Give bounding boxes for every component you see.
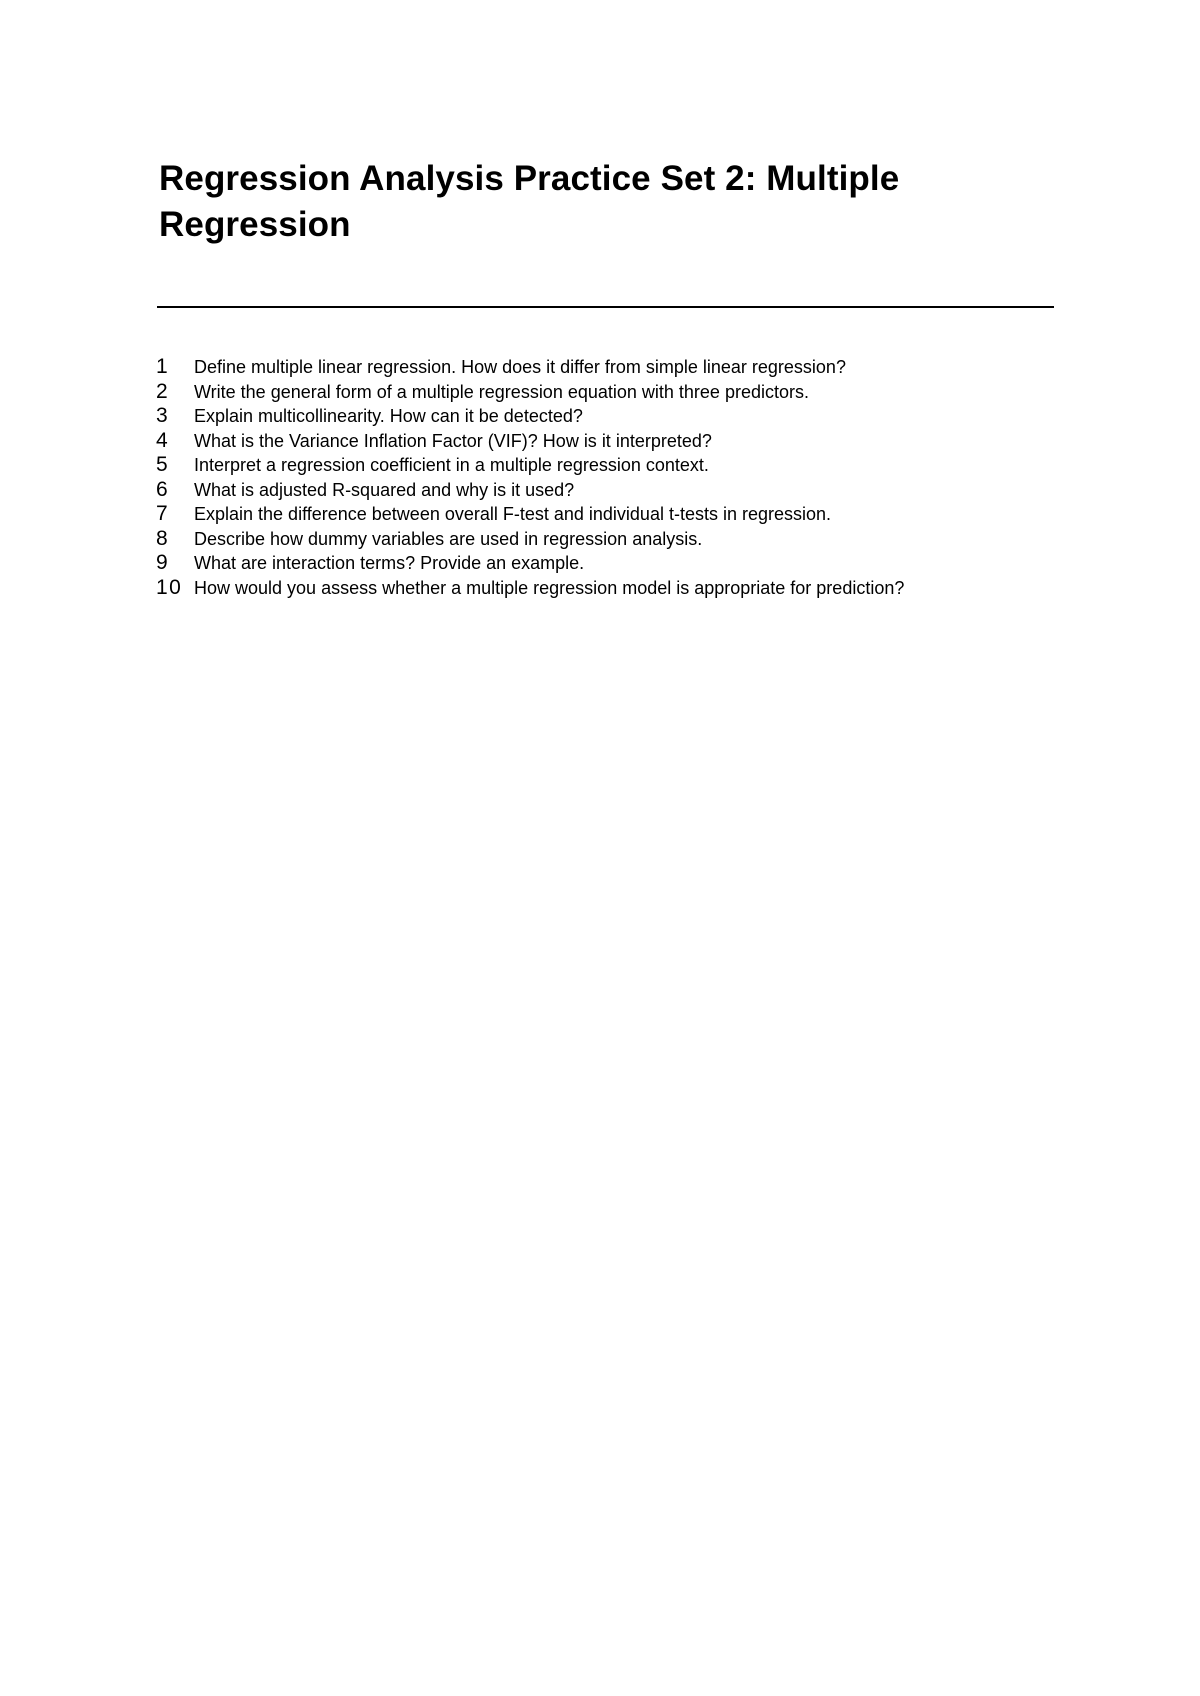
question-number: 8 xyxy=(156,526,170,550)
question-text: Describe how dummy variables are used in regression analysis. xyxy=(194,528,703,549)
question-text: Define multiple linear regression. How does it differ from simple linear regression? xyxy=(194,357,846,377)
question-number: 3 xyxy=(156,404,170,427)
list-item xyxy=(156,527,1056,552)
page-title: Regression Analysis Practice Set 2: Multiple Regression xyxy=(159,159,900,244)
list-item xyxy=(156,355,1056,380)
question-text: Write the general form of a multiple regression equation with three predictors. xyxy=(194,381,809,402)
list-item xyxy=(156,478,1056,503)
list-item xyxy=(156,404,1056,429)
question-list xyxy=(156,355,1056,600)
question-number: 9 xyxy=(156,551,170,574)
question-number: 10 xyxy=(156,575,183,599)
question-text: What is the Variance Inflation Factor (VIF)? How is it interpreted? xyxy=(194,430,712,451)
question-text: Explain the difference between overall F-test and individual t-tests in regression. xyxy=(194,504,832,524)
question-text: What is adjusted R-squared and why is it used? xyxy=(194,479,575,500)
list-item xyxy=(156,453,1056,478)
question-number: 7 xyxy=(156,502,170,525)
title-divider xyxy=(157,306,1054,308)
question-text: What are interaction terms? Provide an example. xyxy=(194,553,585,573)
question-text: How would you assess whether a multiple regression model is appropriate for prediction? xyxy=(194,577,905,598)
list-item xyxy=(156,380,1056,405)
question-number: 1 xyxy=(156,355,170,378)
question-number: 5 xyxy=(156,453,170,476)
question-number: 6 xyxy=(156,477,170,501)
question-number: 2 xyxy=(156,379,170,403)
list-item xyxy=(156,551,1056,576)
list-item xyxy=(156,502,1056,527)
list-item xyxy=(156,576,1056,601)
question-number: 4 xyxy=(156,428,170,452)
list-item xyxy=(156,429,1056,454)
question-text: Interpret a regression coefficient in a multiple regression context. xyxy=(194,455,709,475)
question-text: Explain multicollinearity. How can it be detected? xyxy=(194,406,583,426)
